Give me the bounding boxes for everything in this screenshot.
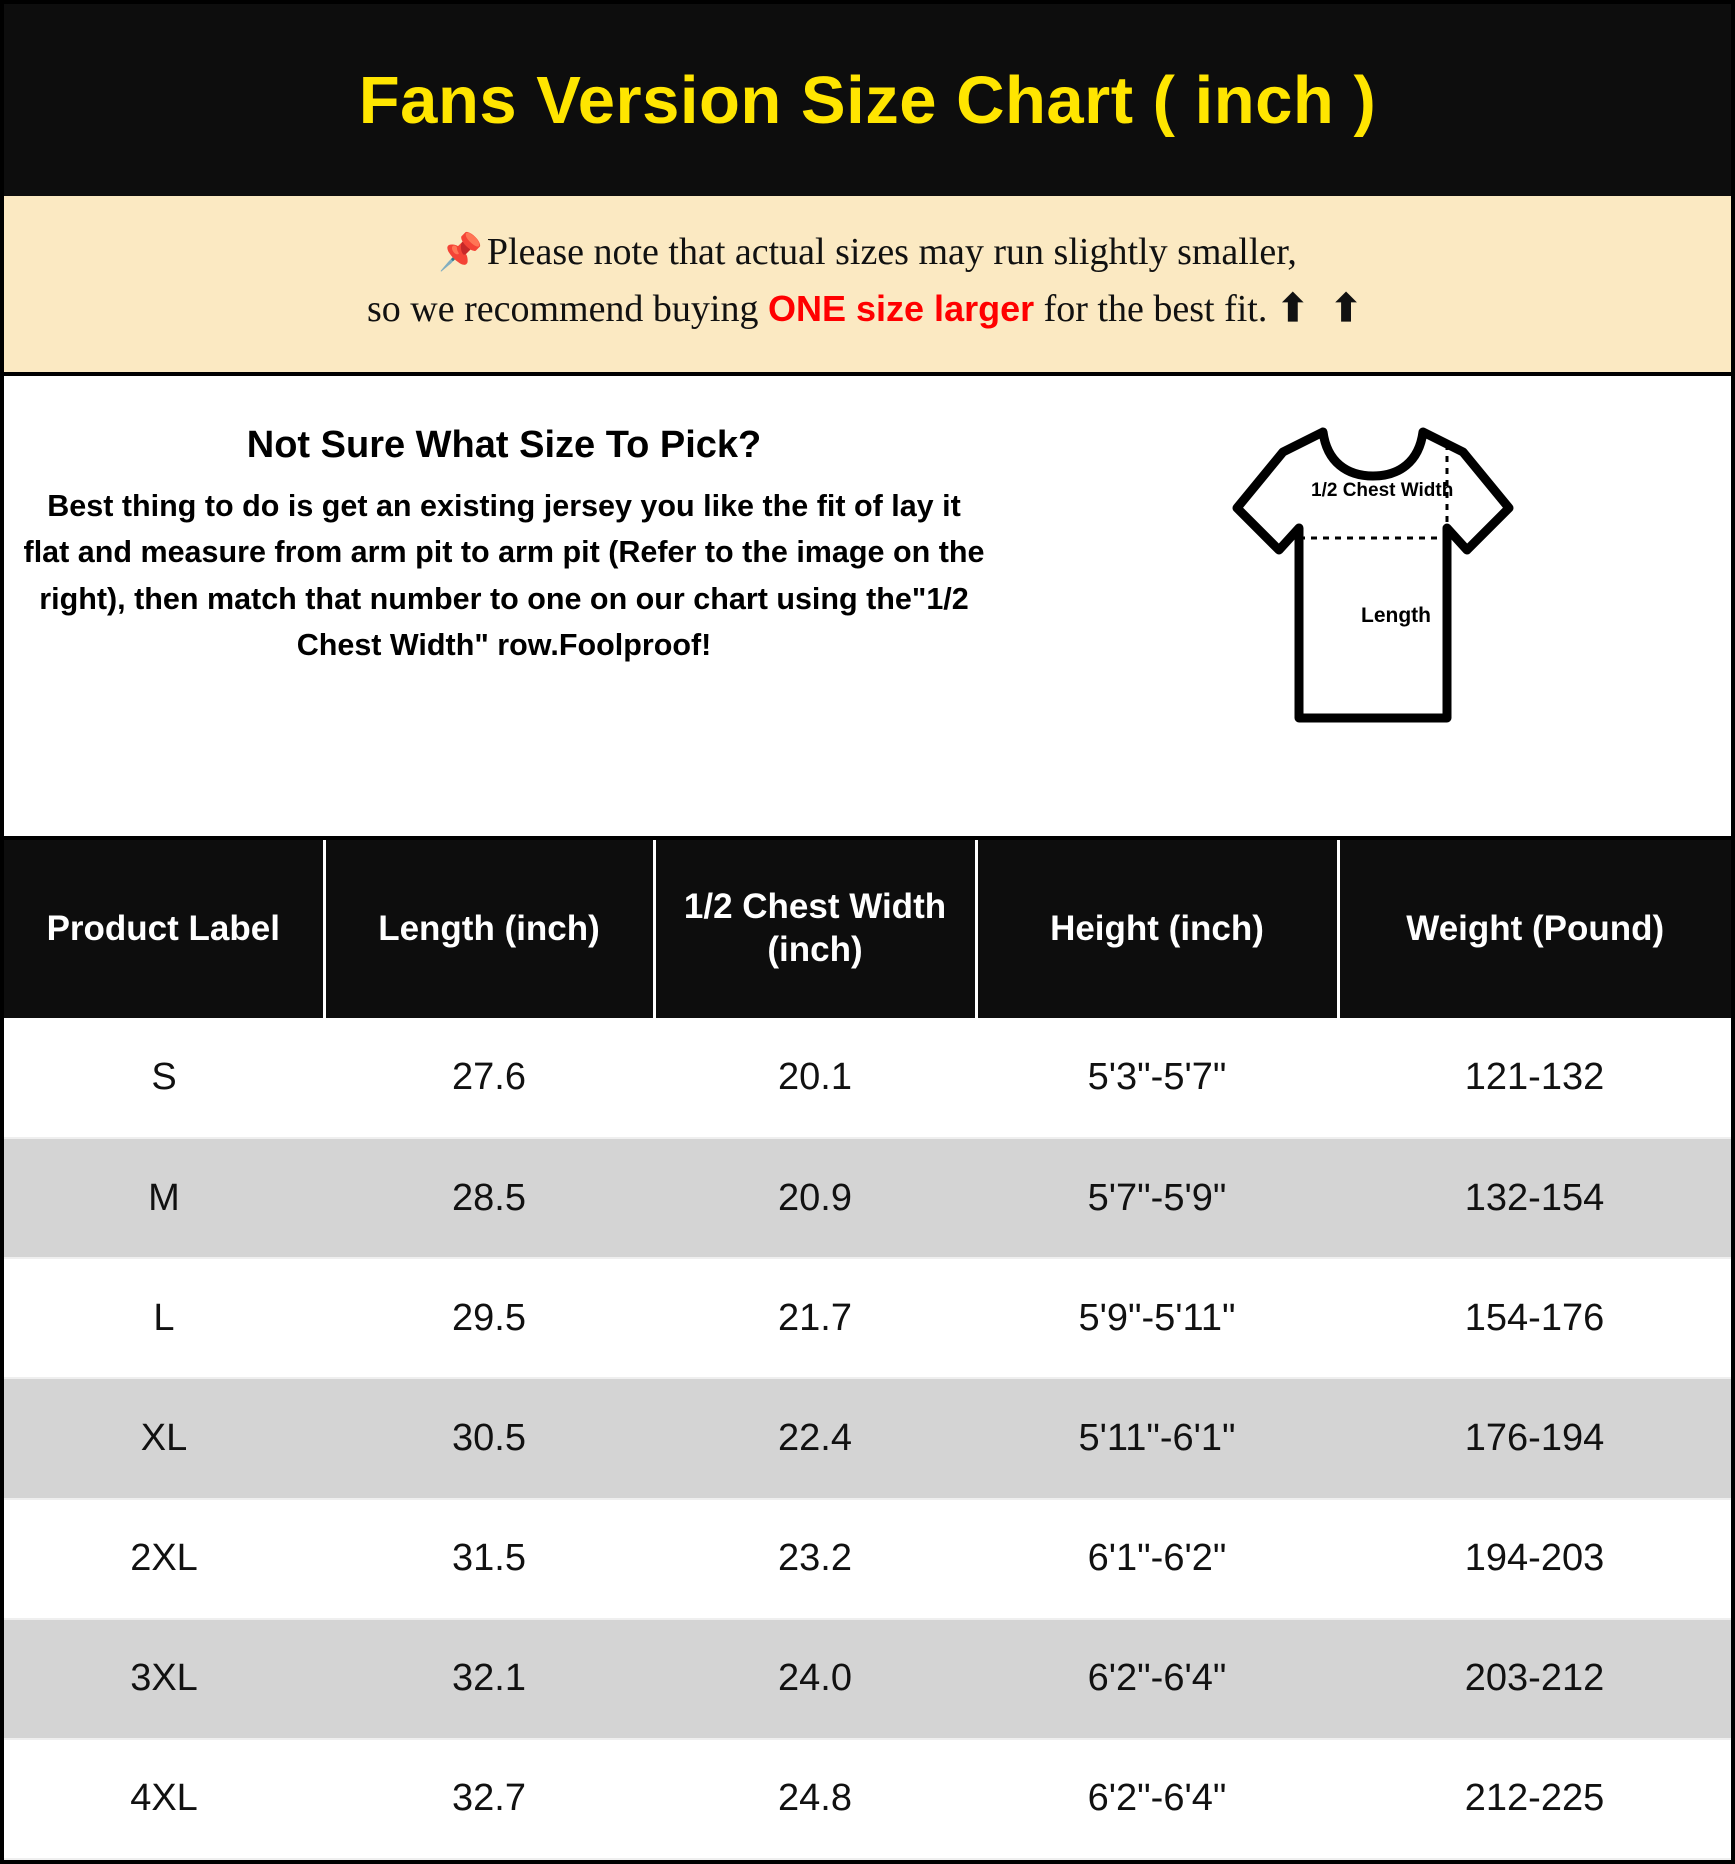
cell-weight: 203-212 [1464,1657,1605,1700]
size-table [4,840,1731,1860]
cell-chest-width: 23.2 [778,1537,852,1580]
column-header-weight: Weight (Pound) [1338,840,1731,1018]
cell-height: 5'11"-6'1" [1078,1416,1236,1459]
tshirt-diagram-wrap [1014,376,1731,740]
note-line-2 [24,281,1711,338]
table-row [4,1138,1731,1258]
cell-size: L [153,1296,175,1339]
cell-weight: 176-194 [1464,1416,1605,1459]
cell-height: 6'1"-6'2" [1087,1537,1227,1580]
cell-chest-width: 24.0 [778,1657,852,1700]
help-body: Best thing to do is get an existing jersey you like the fit of lay it flat and measure from arm pit to arm pit (Refer to the image on the right), then match that number to one on our chart using the"1/2 Chest Width" row.Foolproof! [23,489,985,663]
cell-height: 5'3"-5'7" [1087,1056,1227,1099]
cell-chest-width: 24.8 [778,1777,852,1820]
cell-length: 29.5 [452,1296,526,1339]
cell-size: 3XL [130,1657,198,1700]
table-row [4,1619,1731,1739]
table-row [4,1018,1731,1138]
up-arrows-icon: ⬆ ⬆ [1276,288,1369,330]
help-text-block [4,376,1014,668]
cell-height: 5'7"-5'9" [1087,1176,1227,1219]
cell-length: 27.6 [452,1056,526,1099]
table-row [4,1499,1731,1619]
table-header [4,840,1731,1018]
cell-length: 28.5 [452,1176,526,1219]
cell-length: 30.5 [452,1416,526,1459]
tshirt-diagram-icon [1223,410,1523,740]
cell-size: M [148,1176,180,1219]
cell-size: 2XL [130,1537,198,1580]
column-header-height: Height (inch) [976,840,1338,1018]
note-text-2-before: so we recommend buying [366,288,768,330]
column-header-length: Length (inch) [324,840,654,1018]
title-bar [4,4,1731,196]
note-line-1 [24,224,1711,281]
table-body [4,1018,1731,1859]
table-row [4,1739,1731,1859]
cell-length: 31.5 [452,1537,526,1580]
cell-chest-width: 20.1 [778,1056,852,1099]
cell-size: XL [140,1416,188,1459]
table-row [4,1258,1731,1378]
table-header-row [4,840,1731,1018]
cell-height: 5'9"-5'11" [1078,1296,1236,1339]
column-header-product-label: Product Label [4,840,324,1018]
note-text-1: Please note that actual sizes may run slightly smaller, [486,231,1297,273]
note-banner [4,196,1731,376]
cell-height: 6'2"-6'4" [1087,1657,1227,1700]
cell-size: S [151,1056,177,1099]
cell-weight: 121-132 [1464,1056,1605,1099]
pushpin-icon: 📌 [438,232,483,272]
cell-height: 6'2"-6'4" [1087,1777,1227,1820]
cell-chest-width: 22.4 [778,1416,852,1459]
length-label: Length [1360,604,1431,627]
cell-length: 32.1 [452,1657,526,1700]
cell-size: 4XL [130,1777,198,1820]
column-header-chest-width: 1/2 Chest Width (inch) [654,840,976,1018]
note-emphasis: ONE size larger [768,288,1035,329]
cell-weight: 212-225 [1464,1777,1605,1820]
cell-chest-width: 21.7 [778,1296,852,1339]
note-text-2-after: for the best fit. [1034,288,1277,330]
cell-weight: 132-154 [1464,1176,1605,1219]
help-section [4,376,1731,840]
cell-weight: 194-203 [1464,1537,1605,1580]
table-row [4,1378,1731,1498]
cell-chest-width: 20.9 [778,1176,852,1219]
cell-length: 32.7 [452,1777,526,1820]
page-title: Fans Version Size Chart ( inch ) [358,62,1377,138]
help-heading: Not Sure What Size To Pick? [246,424,762,466]
chest-width-label: 1/2 Chest Width [1310,480,1453,501]
cell-weight: 154-176 [1464,1296,1605,1339]
